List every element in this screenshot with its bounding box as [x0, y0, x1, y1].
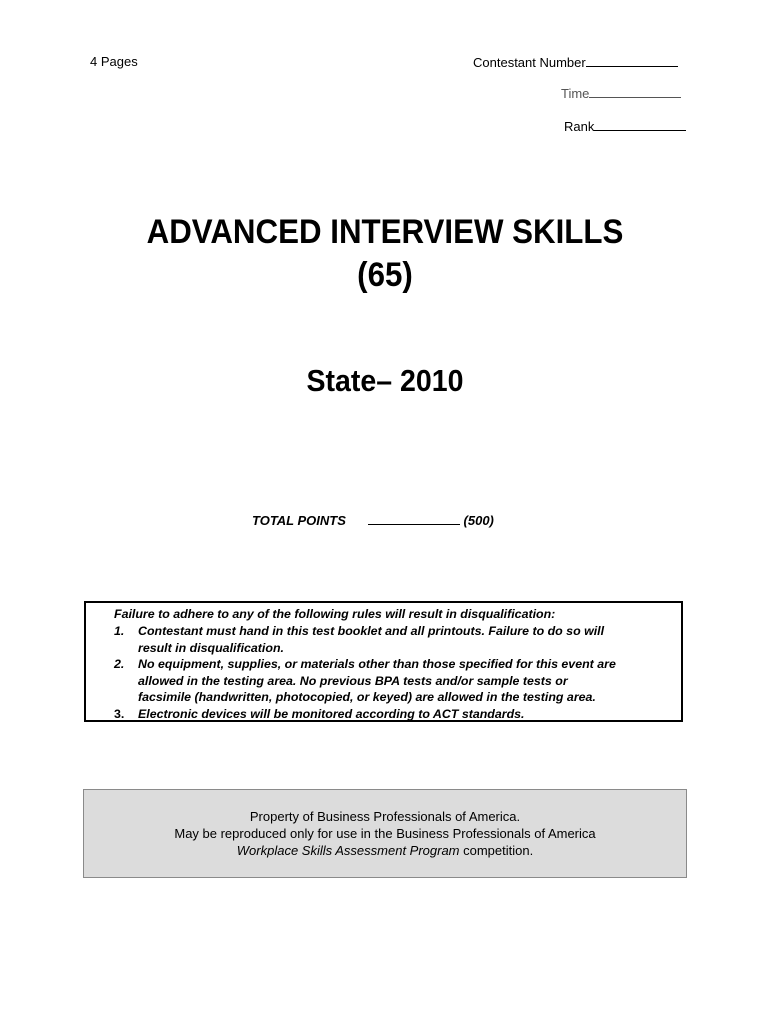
rule-text: No equipment, supplies, or materials other than those specified for this event are — [138, 657, 616, 671]
time-field[interactable] — [561, 85, 681, 101]
rule-text: result in disqualification. — [138, 640, 284, 655]
property-line-3 — [84, 842, 686, 859]
rules-box — [84, 601, 683, 722]
program-name: Workplace Skills Assessment Program — [236, 843, 460, 858]
event-title: ADVANCED INTERVIEW SKILLS — [146, 213, 624, 251]
property-notice — [83, 789, 687, 878]
rule-number: 2. — [114, 657, 125, 671]
contestant-number-blank[interactable] — [586, 54, 678, 67]
contestant-number-field[interactable] — [473, 54, 678, 70]
property-line-2: May be reproduced only for use in the Business Professionals of America — [174, 826, 596, 841]
rule-text: Electronic devices will be monitored according to ACT standards. — [138, 706, 525, 721]
rule-number: 1. — [114, 624, 125, 638]
competition-level: State– 2010 — [306, 363, 464, 398]
total-points-row — [252, 512, 494, 528]
time-blank[interactable] — [589, 85, 681, 98]
rank-label: Rank — [564, 119, 595, 134]
rank-blank[interactable] — [594, 118, 686, 131]
time-label: Time — [561, 86, 590, 101]
rule-number: 3. — [114, 706, 125, 721]
rules-intro: Failure to adhere to any of the following rules will result in disqualification: — [114, 607, 556, 621]
contestant-number-label: Contestant Number — [473, 55, 586, 70]
property-line-3-rest: competition. — [459, 843, 534, 858]
rule-text: allowed in the testing area. No previous BPA tests and/or sample tests or — [138, 673, 568, 688]
total-points-blank[interactable] — [368, 512, 460, 525]
rule-item — [114, 623, 616, 656]
rule-text: Contestant must hand in this test booklet and all printouts. Failure to do so will — [138, 624, 605, 638]
total-points-max: (500) — [463, 513, 494, 528]
property-line-1: Property of Business Professionals of America. — [249, 809, 521, 824]
rank-field[interactable] — [564, 118, 686, 134]
total-points-label: TOTAL POINTS — [252, 513, 346, 528]
rules-list — [114, 623, 616, 722]
page-count: 4 Pages — [90, 54, 138, 69]
event-code: (65) — [357, 256, 413, 294]
rule-item — [114, 656, 616, 706]
rule-item — [114, 706, 616, 723]
rule-text: facsimile (handwritten, photocopied, or keyed) are allowed in the testing area. — [138, 690, 596, 704]
